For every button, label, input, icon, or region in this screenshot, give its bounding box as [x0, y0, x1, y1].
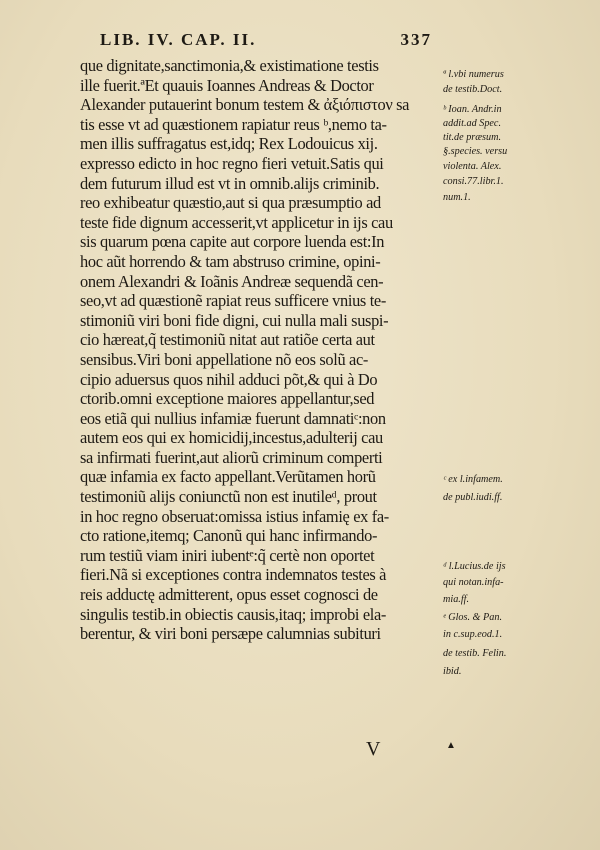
- text-line: tis esse vt ad quæstionem rapiatur reus ᵇ,nemo ta-: [80, 114, 387, 134]
- margin-note: de publ.iudi.ff.: [443, 492, 503, 503]
- text-line: [80, 644, 436, 664]
- signature-mark: ▲: [446, 740, 456, 751]
- margin-note: ᵈ l.Lucius.de ijs: [443, 561, 506, 572]
- text-line: testimoniũ alijs coniunctũ non est inutileᵈ, prout: [80, 487, 377, 507]
- text-line: dem futurum illud est vt in omnib.alijs criminib.: [80, 173, 380, 193]
- text-line: singulis testib.in obiectis causis,itaq; improbi ela-: [80, 604, 387, 624]
- margin-note: de testib.Doct.: [443, 84, 503, 95]
- page-number: 337: [400, 30, 432, 49]
- text-line: [80, 683, 436, 703]
- text-line: ctorib.omni exceptione maiores appellantur,sed: [80, 389, 375, 409]
- margin-note: addit.ad Spec.: [443, 118, 502, 129]
- text-line: onem Alexandri & Ioãnis Andreæ sequendã cen-: [80, 271, 384, 291]
- text-line: sa infirmati fuerint,aut aliorũ criminum comperti: [80, 447, 383, 467]
- text-line: expresso edicto in hoc regno fieri vetuit.Satis qui: [80, 153, 384, 173]
- catchword-signature: V: [366, 738, 381, 760]
- text-line: in hoc regno obseruat:omissa istius infamię ex fa-: [80, 506, 389, 526]
- text-line: quæ infamia ex facto appellant.Verũtamen horũ: [80, 467, 376, 487]
- margin-note: de testib. Felin.: [443, 648, 507, 659]
- text-line: [80, 703, 436, 723]
- text-line: fieri.Nã si exceptiones contra indemnatos testes à: [80, 565, 387, 585]
- text-line: sensibus.Viri boni appellatione nõ eos solũ ac-: [80, 349, 369, 369]
- margin-note: ᶜ ex l.infamem.: [443, 474, 503, 485]
- text-line: reo exhibeatur quæstio,aut si qua præsumptio ad: [80, 193, 381, 213]
- margin-note: violenta. Alex.: [443, 161, 502, 172]
- margin-note: §.species. versu: [443, 146, 508, 157]
- margin-note: qui notan.infa-: [443, 577, 504, 588]
- text-line: rum testiũ viam iniri iubentᵉ:q̃ certè non oportet: [80, 545, 375, 565]
- text-line: cto ratione,itemq; Canonũ qui hanc infirmando-: [80, 526, 378, 546]
- margin-note: in c.sup.eod.1.: [443, 629, 503, 640]
- margin-note: consi.77.libr.1.: [443, 176, 504, 187]
- margin-note: ᵉ Glos. & Pan.: [443, 612, 502, 623]
- text-line: [80, 663, 436, 683]
- running-head: LIB. IV. CAP. II.: [100, 30, 257, 49]
- text-line: sis quarum pœna capite aut corpore luenda est:In: [80, 232, 385, 252]
- margin-note: tit.de præsum.: [443, 132, 502, 143]
- margin-note: ª l.vbi numerus: [443, 69, 504, 80]
- text-line: stimoniũ viri boni fide digni, cui nulla mali suspi-: [80, 310, 389, 330]
- margin-note: ᵇ Ioan. Andr.in: [443, 104, 502, 115]
- text-line: autem eos qui ex homicidij,incestus,adulterij cau: [80, 428, 383, 448]
- text-line: reis adductę admitterent, opus esset cognosci de: [80, 585, 378, 605]
- text-line: Alexander putauerint bonum testem & ἀξιόπιστον sa: [80, 95, 410, 115]
- text-line: berentur, & viri boni persæpe calumnias subituri: [80, 624, 381, 644]
- text-line: hoc aũt horrendo & tam abstruso crimine, opini-: [80, 251, 381, 271]
- text-line: cipio aduersus quos nihil adduci põt,& qui à Do: [80, 369, 378, 389]
- text-line: seo,vt ad quæstionẽ rapiat reus sufficere vnius te-: [80, 291, 386, 311]
- page-header: [100, 30, 430, 54]
- margin-note: num.1.: [443, 192, 471, 203]
- text-line: ille fuerit.ªEt quauis Ioannes Andreas & Doctor: [80, 75, 374, 95]
- margin-note: ibid.: [443, 666, 462, 677]
- text-line: que dignitate,sanctimonia,& existimatione testis: [80, 56, 379, 75]
- text-line: cio hæreat,q̃ testimoniũ nitat aut ratiõe certa aut: [80, 330, 375, 350]
- text-line: teste fide dignum accesserit,vt applicetur in ijs cau: [80, 212, 393, 232]
- main-text-column: [80, 56, 436, 722]
- text-line: eos etiã qui nullius infamiæ fuerunt damnatiᶜ:non: [80, 408, 386, 428]
- text-line: men illis suffragatus est,idq; Rex Lodouicus xij.: [80, 134, 378, 154]
- margin-note: mia.ff.: [443, 594, 470, 605]
